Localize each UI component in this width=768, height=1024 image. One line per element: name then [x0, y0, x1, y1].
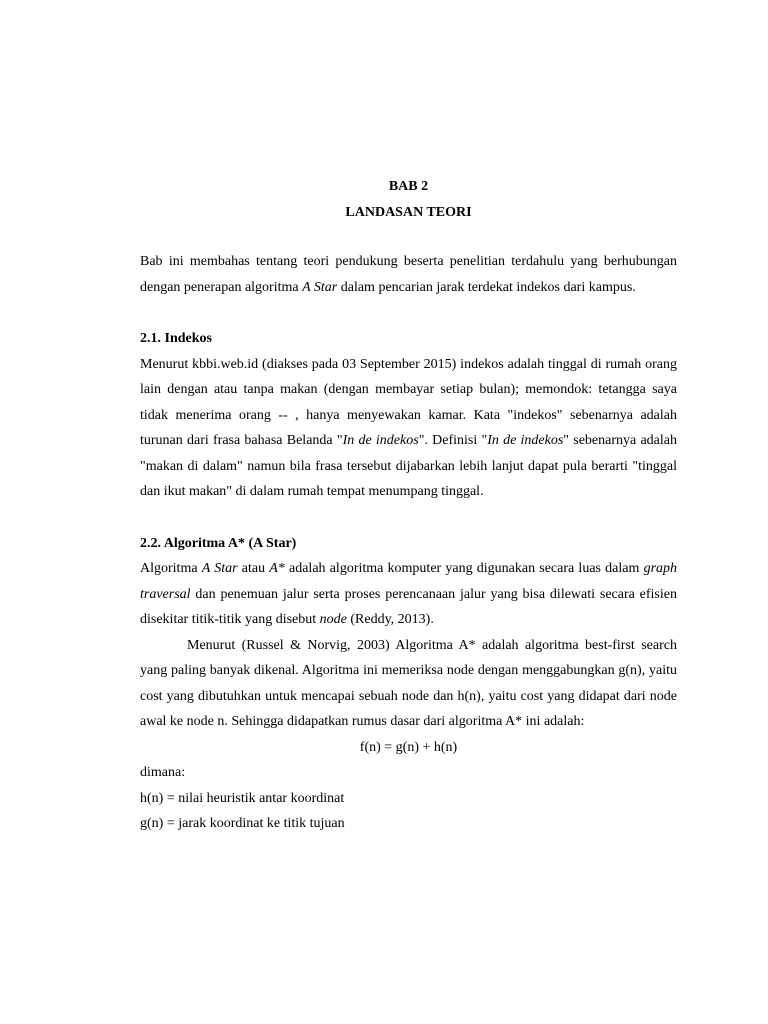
chapter-title: LANDASAN TEORI: [345, 204, 472, 220]
a-star-p1-text-2: atau: [237, 561, 270, 576]
a-star-p1-text-1: Algoritma: [140, 561, 202, 576]
indekos-text-1: Menurut kbbi.web.id (diakses pada 03 September 2015) indekos adalah tinggal di rumah orang lain dengan atau tanpa makan (dengan membayar setiap bulan); memondok: tetangga saya tidak menerima orang -- , hanya menyewakan kamar. Kata "indekos" sebenarnya adalah turunan dari frasa bahasa Belanda ": [140, 356, 677, 448]
definition-h: h(n) = nilai heuristik antar koordinat: [140, 790, 345, 806]
a-star-p1-text-5: (Reddy, 2013).: [346, 612, 434, 627]
a-star-p1-italic-4: node: [319, 612, 347, 627]
section-heading-a-star: 2.2. Algoritma A* (A Star): [140, 535, 297, 551]
where-label: dimana:: [140, 765, 186, 780]
definition-g: g(n) = jarak koordinat ke titik tujuan: [140, 816, 345, 831]
intro-italic-a-star: A Star: [302, 279, 338, 295]
chapter-number: BAB 2: [388, 179, 429, 194]
section-heading-indekos: 2.1. Indekos: [140, 331, 212, 346]
section-indekos: [140, 326, 677, 505]
indekos-paragraph: [140, 352, 677, 505]
indekos-text-3: " sebenarnya adalah "makan di dalam" namun bila frasa tersebut dijabarkan lebih lanjut dapat pula berarti "tinggal dan ikut makan" di dalam rumah tempat menumpang tinggal.: [140, 433, 677, 499]
a-star-p1-italic-3: graph traversal: [140, 561, 678, 602]
formula: f(n) = g(n) + h(n): [359, 739, 458, 755]
a-star-p1-italic-2: A*: [269, 561, 285, 576]
section-a-star: [140, 531, 677, 837]
indekos-text-2: ". Definisi ": [418, 433, 488, 448]
a-star-p1-text-4: dan penemuan jalur serta proses perencanaan jalur yang bisa dilewati secara efisien disekitar titik-titik yang disebut: [140, 586, 677, 627]
document-page: [140, 174, 677, 837]
indekos-italic-2: In de indekos: [487, 433, 564, 448]
a-star-p1-italic-1: A Star: [201, 561, 238, 576]
intro-paragraph: [140, 249, 677, 300]
a-star-paragraph-1: [140, 556, 677, 633]
intro-text-2: dalam pencarian jarak terdekat indekos dari kampus.: [337, 279, 636, 295]
indekos-italic-1: In de indekos: [342, 433, 419, 448]
a-star-p1-text-3: adalah algoritma komputer yang digunakan secara luas dalam: [284, 561, 644, 576]
intro-text-1: Bab ini membahas tentang teori pendukung beserta penelitian terdahulu yang berhubungan dengan penerapan algoritma: [140, 254, 677, 295]
a-star-paragraph-2: Menurut (Russel & Norvig, 2003) Algoritma A* adalah algoritma best-first search yang paling banyak dikenal. Algoritma ini memeriksa node dengan menggabungkan g(n), yaitu cost yang dibutuhkan untuk mencapai sebuah node dan h(n), yaitu cost yang didapat dari node awal ke node n. Sehingga didapatkan rumus dasar dari algoritma A* ini adalah:: [140, 637, 677, 729]
